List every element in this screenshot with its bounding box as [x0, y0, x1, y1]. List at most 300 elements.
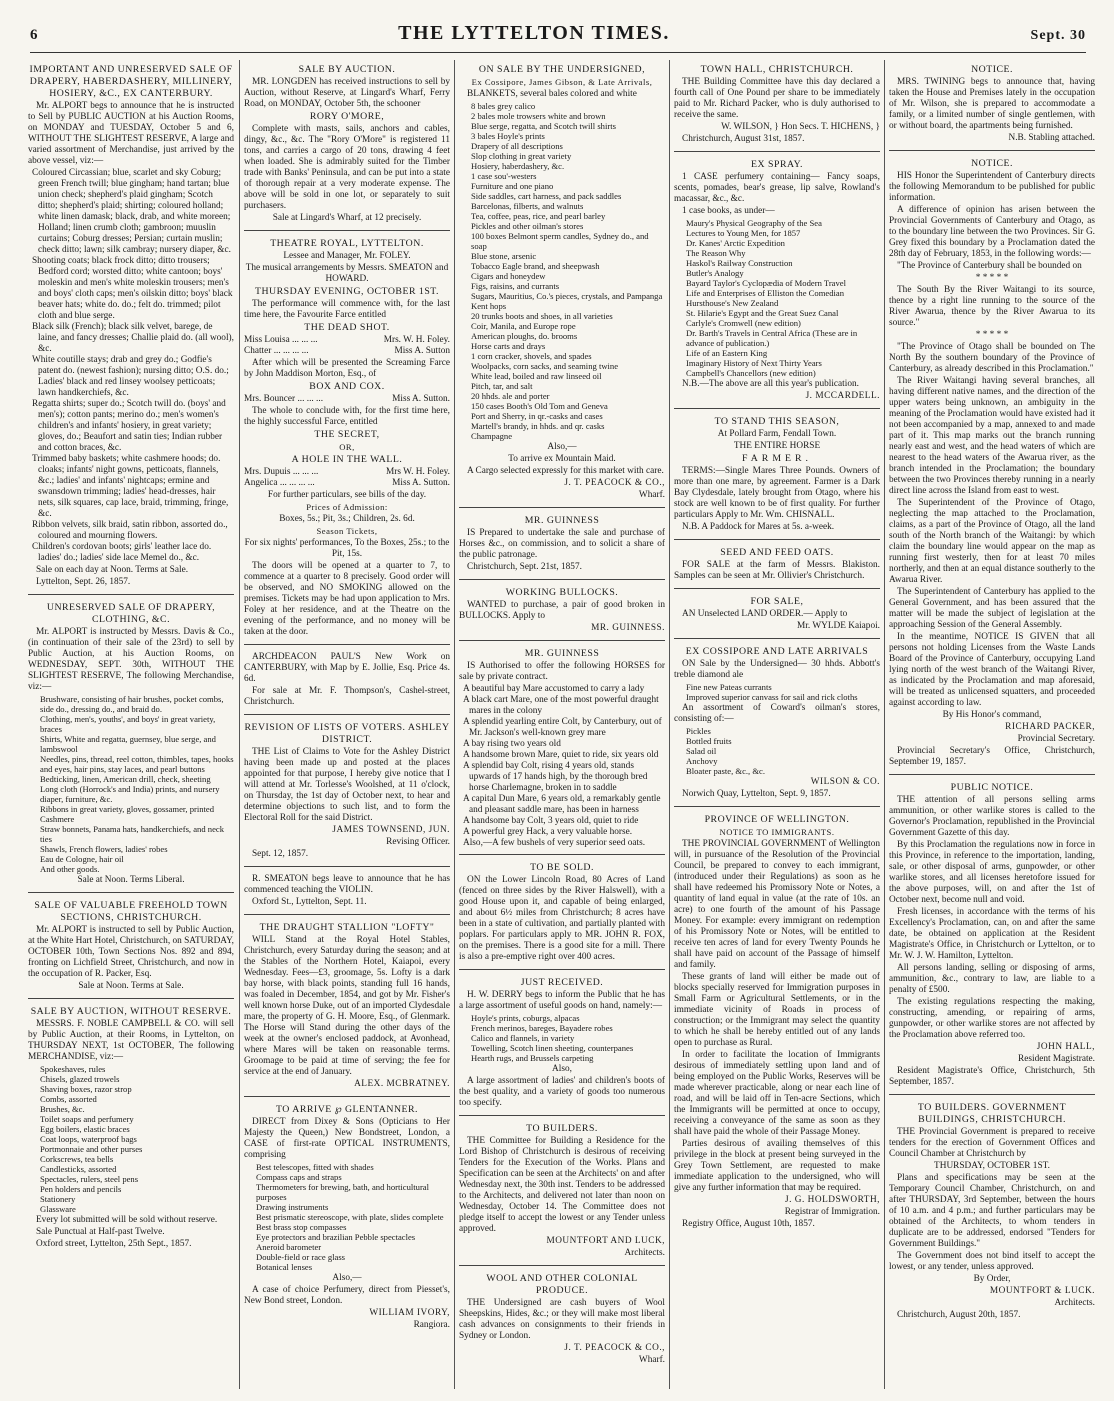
advert-body: Mr. ALPORT begs to announce that he is instructed to Sell by PUBLIC AUCTION at his Auction Rooms, on MONDAY and TUESDAY, October 5 and 6, WITHOUT THE SLIGHTEST RESERVE, A large and varied assortment of Merchandise, just arrived by the above vessel, viz:—: [28, 101, 234, 166]
page-number: 6: [30, 27, 38, 43]
advert-heading: SEED AND FEED OATS.: [720, 547, 834, 558]
advert-body: By this Proclamation the regulations now in force in this Province, in reference to the importation, landing, sale, or other disposal of arms, gunpowder, or other warlike stores, and all licenses heretofore issued for the above purposes, will, on and after the 1st of October next, become null and void.: [889, 840, 1095, 905]
list-item: Ribbon velvets, silk braid, satin ribbon, assorted do., coloured and mourning flowers.: [32, 520, 228, 541]
advert-body: H. W. DERRY begs to inform the Public that he has a large assortment of useful goods on hand, namely:—: [459, 990, 665, 1011]
advert-heading: MR. GUINNESS: [524, 515, 600, 526]
goods-list: [674, 726, 880, 776]
list-item: Pickles and other oilman's stores: [471, 221, 584, 231]
list-item: Drapery of all descriptions: [471, 141, 563, 151]
list-item: Spokeshaves, rules: [40, 1064, 106, 1074]
advert-body: FOR SALE at the farm of Messrs. Blakiston. Samples can be seen at Mr. Ollivier's Christchurch.: [674, 560, 880, 581]
advert-glentanner: [244, 1100, 450, 1337]
list-item: Children's cordovan boots; girls' leather lace do. ladies' do.; ladies' side lace Memel do., &c.: [32, 542, 212, 563]
signature: WILSON & CO.: [810, 777, 880, 787]
advert-heading: TO BUILDERS. GOVERNMENT BUILDINGS, CHRISTCHURCH.: [917, 1102, 1067, 1125]
advert-body: N.B.—The above are all this year's publication.: [682, 379, 859, 389]
advert-heading: IMPORTANT AND UNRESERVED SALE OF DRAPERY, HABERDASHERY, MILLINERY, HOSIERY, &C., EX CANTERBURY.: [29, 64, 233, 99]
advert-body: Mr. ALPORT is instructed to sell by Public Auction, at the White Hart Hotel, Christchurch, on SATURDAY, OCTOBER 10th, Town Sections Nos. 892 and 894, fronting on Lichfield Street, Christchurch, and now in the occupation of R. Packer, Esq.: [28, 925, 234, 979]
list-item: A splendid yearling entire Colt, by Canterbury, out of Mr. Jackson's well-known grey mare: [463, 717, 662, 738]
list-item: Brushes, &c.: [40, 1104, 85, 1114]
list-item: Bedticking, linen, American drill, check, sheeting: [40, 774, 211, 784]
signature-place: Rangiora.: [413, 1320, 450, 1330]
advert-body: The performance will commence with, for the last time here, the Favourite Farce entitled: [244, 299, 450, 320]
advert-heading: SALE OF VALUABLE FREEHOLD TOWN SECTIONS, CHRISTCHURCH.: [34, 900, 228, 923]
list-item: Best prismatic stereoscope, with plate, slides complete: [256, 1212, 444, 1222]
performance-date: THURSDAY EVENING, OCTOBER 1ST.: [254, 286, 439, 297]
list-item: Fine new Pateas currants: [686, 682, 772, 692]
list-item: Needles, pins, thread, reel cotton, thimbles, tapes, hooks and eyes, hair pins, stay laces, and pearl buttons: [40, 754, 234, 774]
list-item: Shaving boxes, razor strop: [40, 1084, 132, 1094]
advert-heading: SALE BY AUCTION, WITHOUT RESERVE.: [30, 1006, 232, 1017]
also-label: Also,: [552, 1064, 572, 1074]
list-item: Towelling, Scotch linen sheeting, counterpanes: [471, 1043, 634, 1053]
advert-body: THE Committee for Building a Residence for the Lord Bishop of Christchurch is desirous of receiving Tenders for the Execution of the Works. Plans and Specification can be seen at the Architects' on and after Wednesday next, the 30th inst. Tenders to be addressed to the Architects, and delivered not later than noon on Wednesday, October 14. The Committee does not pledge itself to accept the lowest or any Tender unless approved.: [459, 1136, 665, 1234]
ship-name: RORY O'MORE,: [309, 111, 385, 122]
list-item: Bayard Taylor's Cyclopædia of Modern Travel: [686, 278, 846, 288]
list-item: Coir, Manila, and Europe rope: [471, 321, 576, 331]
column-3: [459, 60, 665, 1389]
list-item: Port and Sherry, in qr.-casks and cases: [471, 411, 603, 421]
cast-role: Angelica ... ... ... ...: [244, 478, 315, 488]
season-heading: Season Tickets,: [316, 526, 378, 536]
signature-place: Wharf.: [638, 1355, 665, 1365]
signature: JOHN HALL,: [1036, 1042, 1095, 1052]
advert-heading: TO ARRIVE ℘ GLENTANNER.: [276, 1104, 418, 1115]
advert-body: For further particulars, see bills of the day.: [267, 490, 427, 500]
list-item: Coat loops, waterproof bags: [40, 1134, 137, 1144]
advert-voters: [244, 718, 450, 867]
list-item: Corkscrews, tea bells: [40, 1154, 114, 1164]
advert-body: All persons landing, selling or disposing of arms, ammunition, &c., contrary to law, are liable to a penalty of £500.: [889, 963, 1095, 995]
advert-heading: WOOL AND OTHER COLONIAL PRODUCE.: [486, 1273, 638, 1296]
list-item: Trimmed baby baskets; white cashmere hoods; do. cloaks; infants' night gowns, petticoats, flannels, &c.; ladies' and infants' nightcaps; ermine and swansdown trimming; ladies' head-dresses, hair nets, silk squares, cap lace, braid, trimming, fringe, &c.: [32, 454, 229, 519]
signature: WILLIAM IVORY,: [369, 1308, 450, 1318]
signature: MOUNTFORT AND LUCK,: [546, 1236, 665, 1246]
list-item: Chisels, glazed trowels: [40, 1074, 120, 1084]
list-item: Double-field or race glass: [256, 1252, 346, 1262]
advert-body: MR. LONGDEN has received instructions to sell by Auction, without Reserve, at Lingard's Wharf, Ferry Road, on MONDAY, October 5th, the schooner: [244, 77, 450, 109]
advert-dateline: Christchurch, August 31st, 1857.: [682, 134, 805, 144]
advert-body: THE attention of all persons selling arms ammunition, or other warlike stores is called to the Governor's Proclamation, republished in the Provincial Government Gazette of this day.: [889, 795, 1095, 838]
play-title: BOX AND COX.: [309, 381, 385, 392]
advert-body: The Superintendent of Canterbury has applied to the General Government, and has been assured that the matter will be made the subject of legislation at the approaching Session of the General Assembly.: [889, 587, 1095, 630]
advert-body: AN Unselected LAND ORDER.— Apply to: [682, 609, 848, 619]
list-item: Side saddles, cart harness, and pack saddles: [471, 191, 622, 201]
advert-dateline: Resident Magistrate's Office, Christchurch, 5th September, 1857.: [889, 1066, 1095, 1087]
advert-body: 1 case books, as under—: [682, 206, 775, 216]
cast-row: [244, 467, 450, 478]
advert-note: N.B. Stabling attached.: [1008, 133, 1095, 143]
advert-wool: [459, 1269, 665, 1372]
list-item: 100 boxes Belmont sperm candles, Sydney do., and soap: [471, 231, 649, 251]
list-item: Maury's Physical Geography of the Sea: [686, 218, 822, 228]
list-item: Tobacco Eagle brand, and sheepwash: [471, 261, 600, 271]
signature: ALEX. MCBRATNEY.: [354, 1079, 450, 1089]
proclamation-quote: "The Province of Otago shall be bounded on The North By the southern boundary of the Province of Canterbury, as already described in this Proclamation.": [889, 342, 1095, 374]
advert-dateline: Lyttelton, Sept. 26, 1857.: [36, 577, 131, 587]
list-item: Thermometers for brewing, bath, and horticultural purposes: [256, 1182, 430, 1202]
list-item: Hosiery, haberdashery, &c.: [471, 161, 565, 171]
advert-dateline: Oxford street, Lyttelton, 25th Sept., 1857.: [36, 1239, 192, 1249]
proclamation-quote: "The Province of Canterbury shall be bounded on: [897, 261, 1082, 271]
advert-footer: Every lot submitted will be sold without reserve.: [36, 1215, 218, 1225]
advert-dateline: Registry Office, August 10th, 1857.: [682, 1219, 815, 1229]
list-item: White lead, boiled and raw linseed oil: [471, 371, 602, 381]
list-item: Combs, assorted: [40, 1094, 97, 1104]
list-item: Carlyle's Cromwell (new edition): [686, 318, 801, 328]
advert-boundary-notice: [889, 154, 1095, 775]
advert-subheading: THE ENTIRE HORSE: [733, 441, 821, 451]
advert-oats: [674, 543, 880, 589]
advert-body: WANTED to purchase, a pair of good broken in BULLOCKS. Apply to: [459, 600, 665, 621]
advert-wellington: [674, 810, 880, 1236]
advert-body: A large assortment of ladies' and children's boots of the best quality, and a variety of goods too numerous too specify.: [459, 1076, 665, 1108]
list-item: Improved superior canvass for sail and rick cloths: [686, 692, 858, 702]
signature: J. MCCARDELL.: [805, 391, 880, 401]
list-item: Shirts, White and regatta, guernsey, blue serge, and lambswool: [40, 734, 216, 754]
advert-dateline: Christchurch, August 20th, 1857.: [897, 1310, 1021, 1320]
advert-body: Mr. ALPORT is instructed by Messrs. Davis & Co., (in continuation of their sale of the 23rd) to sell by Public Auction, at his Auction Rooms, on WEDNESDAY, SEPT. 30th, WITHOUT THE SLIGHTEST RESERVE, The following Merchandise, viz:—: [28, 627, 234, 692]
list-item: Aneroid barometer: [256, 1242, 322, 1252]
advert-heading: PROVINCE OF WELLINGTON.: [704, 814, 850, 825]
advert-subheading: Ex Cossipore, James Gibson, & Late Arrivals,: [471, 77, 653, 87]
advert-footer: Sale on each day at Noon. Terms at Sale.: [36, 565, 189, 575]
list-item: Also,—A few bushels of very superior seed oats.: [463, 838, 646, 848]
goods-list: [244, 1162, 450, 1272]
advert-heading: REVISION OF LISTS OF VOTERS. ASHLEY DISTRICT.: [244, 722, 450, 745]
cast-actor: Mrs W. H. Foley.: [386, 467, 450, 477]
signature: RICHARD PACKER,: [1005, 722, 1095, 732]
advert-peacock: [459, 60, 665, 508]
advert-body: In order to facilitate the location of Immigrants desirous of immediately settling upon land and of being employed on the Public Works, Reserves will be made wherever practicable, along or near each line of road, and will be laid off in Ten-acre Sections, which the Immigrants will be permitted at once to occupy, receiving a conveyance of the same as soon as they shall have paid the whole of their Passage Money.: [674, 1050, 880, 1137]
advert-heading: MR. GUINNESS: [524, 648, 600, 659]
list-item: Imaginary History of Next Thirty Years: [686, 358, 822, 368]
masthead: [30, 22, 1086, 53]
column-rule: [669, 60, 670, 1389]
advert-body: A Cargo selected expressly for this market with care.: [467, 466, 664, 476]
advert-body: BLANKETS, several bales colored and white: [467, 89, 637, 99]
cast-role: Mrs. Bouncer ... ... ...: [244, 394, 324, 404]
column-1: [28, 60, 234, 1389]
advert-dateline: Sept. 12, 1857.: [252, 849, 309, 859]
advert-footer: Sale at Lingard's Wharf, at 12 precisely.: [272, 213, 422, 223]
list-item: American ploughs, do. brooms: [471, 331, 578, 341]
list-item: Stationery: [40, 1194, 76, 1204]
advert-body: The Government does not bind itself to accept the lowest, or any tender, unless approved.: [889, 1251, 1095, 1272]
advert-body: N.B. A Paddock for Mares at 5s. a-week.: [682, 522, 835, 532]
proclamation-quote: The South By the River Waitangi to its source, thence by a right line running to the source of the River Awarua, thence by the River Awarua to its source.": [889, 285, 1095, 328]
goods-list: [459, 1013, 665, 1063]
advert-public-notice: [889, 778, 1095, 1095]
list-item: Barcelonas, filberts, and walnuts: [471, 201, 584, 211]
cast-role: Chatter ... ... ... ...: [244, 346, 309, 356]
advert-body: TERMS:—Single Mares Three Pounds. Owners of more than one mare, by agreement. Farmer is a Dark Bay Clydesdale, lately brought from Otago, where his stock are well known to be of first quality. For further particulars Apply to Mr. Wm. CHISNALL.: [674, 466, 880, 520]
list-item: Bloater paste, &c., &c.: [686, 766, 765, 776]
signature-role: Revising Officer.: [386, 837, 450, 847]
list-item: Brushware, consisting of hair brushes, pocket combs, side do., dressing do., and braid do.: [40, 694, 224, 714]
list-item: Hearth rugs, and Brussels carpeting: [471, 1053, 594, 1063]
advert-body: THE PROVINCIAL GOVERNMENT of Wellington will, in pursuance of the Resolution of the Provincial Council, be prepared to convey to each immigrant, (introduced under their Regulations) as soon as he shall have redeemed his Promissory Note or Notes, a quantity of land equal in value (at the rate of 10s. an acre) to one fourth of the amount of his Passage Money. For example: every immigrant on redemption of his Promissory Note or Notes, will be entitled to receive ten acres of land for every Twenty Pounds he shall have paid on account of the Passage of himself and family.: [674, 839, 880, 970]
advert-body: A difference of opinion has arisen between the Provincial Governments of Canterbury and Otago, as to the boundary line between the two Provinces. Sir G. Grey fixed this boundary by a Proclamation dated the 28th day of February, 1853, in the following words:—: [889, 205, 1095, 259]
advert-body: WILL Stand at the Royal Hotel Stables, Christchurch, every Saturday during the season; and at the Stables of the Northern Hotel, Kaiapoi, every Wednesday. Fees—£3, groomage, 5s. Lofty is a dark bay horse, with black points, standing full 16 hands, was foaled in December, 1854, and got by Mr. Fisher's well known horse Duke, out of an imported Clydesdale mare, the property of G. H. Moore, Esq., of Glenmark. The Horse will Stand during the other days of the week at the owner's enclosed paddock, at Avonhead, where Mares will be taken on reasonable terms. Groomage to be paid at time of serving; the fee for service at the end of January.: [244, 935, 450, 1077]
advert-twining: [889, 60, 1095, 151]
signature-place: Wharf.: [638, 490, 665, 500]
theatre-lessee: Lessee and Manager, Mr. FOLEY.: [283, 251, 411, 261]
list-item: Woolpacks, corn sacks, and seaming twine: [471, 361, 619, 371]
advert-lofty: [244, 918, 450, 1097]
advert-dateline: Christchurch, Sept. 21st, 1857.: [467, 562, 582, 572]
also-label: Also,—: [332, 1273, 362, 1283]
advert-bullocks: [459, 583, 665, 641]
advert-body: ON Sale by the Undersigned— 30 hhds. Abbott's treble diamond ale: [674, 659, 880, 680]
list-item: Dr. Barth's Travels in Central Africa (These are in advance of publication.): [686, 328, 858, 348]
list-item: Salad oil: [686, 746, 717, 756]
advert-heading: JUST RECEIVED.: [520, 977, 604, 988]
advert-subheading: NOTICE TO IMMIGRANTS.: [719, 827, 835, 837]
advert-heading: EX SPRAY.: [751, 159, 803, 170]
advert-body: The existing regulations respecting the making, constructing, amending, or repairing of arms, gunpowder, or other warlike stores are not affected by the Proclamation above referred too.: [889, 997, 1095, 1040]
column-rule: [454, 60, 455, 1389]
cast-actor: Miss A. Sutton.: [392, 394, 450, 404]
also-label: Also,—: [547, 442, 577, 452]
advert-body: The whole to conclude with, for the first time here, the highly successful Farce, entitled: [244, 406, 450, 427]
list-item: Best telescopes, fitted with shades: [256, 1162, 374, 1172]
cast-row: [244, 346, 450, 357]
list-item: Long cloth (Horrock's and India) prints, and nursery diaper, furniture, &c.: [40, 784, 220, 804]
command-line: By His Honor's command,: [942, 710, 1042, 720]
advert-heading: TO BUILDERS.: [526, 1123, 598, 1134]
list-item: French merinos, bareges, Bayadere robes: [471, 1023, 613, 1033]
advert-body: An assortment of Coward's oilman's stores, consisting of:—: [674, 703, 880, 724]
cast-actor: Mrs. W. H. Foley.: [383, 335, 450, 345]
list-item: 150 cases Booth's Old Tom and Geneva: [471, 401, 608, 411]
list-item: Clothing, men's, youths', and boys' in great variety, braces: [40, 714, 216, 734]
ellipsis-stars: * * * * *: [975, 273, 1009, 283]
list-item: 2 bales mole trowsers white and brown: [471, 111, 606, 121]
prices-heading: Prices of Admission:: [306, 502, 388, 512]
by-order: By Order,: [973, 1274, 1011, 1284]
advert-smeaton: [244, 870, 450, 915]
advert-body: MESSRS. F. NOBLE CAMPBELL & CO. will sell by Public Auction, at their Rooms, in Lyttelton, on THURSDAY NEXT, 1st OCTOBER, The following MERCHANDISE, viz:—: [28, 1019, 234, 1062]
signature: MOUNTFORT & LUCK.: [989, 1286, 1095, 1296]
signature-role: Registrar of Immigration.: [784, 1207, 880, 1217]
advert-body: For sale at Mr. F. Thompson's, Cashel-street, Christchurch.: [244, 686, 450, 707]
list-item: Spectacles, rulers, steel pens: [40, 1174, 139, 1184]
advert-bishop-residence: [459, 1119, 665, 1266]
advert-body: After which will be presented the Screaming Farce by John Maddison Morton, Esq., of: [244, 358, 450, 379]
advert-heading: FOR SALE,: [750, 596, 804, 607]
advert-body: HIS Honor the Superintendent of Canterbury directs the following Memorandum to be published for public information.: [889, 171, 1095, 203]
book-list: [674, 218, 880, 378]
advert-body: The Superintendent of the Province of Otago, neglecting the map attached to the Proclamation, claims, as a part of the Province of Otago, all the land south of the North branch of the Waitangi: by which claim the boundary line would appear on the map as running first westerly, then for at least 70 miles northerly, and then at an equal distance southerly to the Awarua River.: [889, 498, 1095, 585]
advert-body: THE Provincial Government is prepared to receive tenders for the erection of Government Offices and Council Chamber at Christchurch by: [889, 1127, 1095, 1159]
advert-body: Parties desirous of availing themselves of this privilege in the block at present being surveyed in the Grey Town Settlement, are requested to make immediate application to the undersigned, who will give any further information that may be required.: [674, 1139, 880, 1193]
list-item: Best brass stop compasses: [256, 1222, 347, 1232]
advert-body: DIRECT from Dixey & Sons (Opticians to Her Majesty the Queen,) New Bondstreet, London, a CASE of first-rate OPTICAL INSTRUMENTS, comprising: [244, 1117, 450, 1160]
advert-heading: TO BE SOLD.: [530, 862, 594, 873]
list-item: Coloured Circassian; blue, scarlet and sky Coburg; green French twill; blue gingham; hand tartan; blue union check; shepherd's plaid gingham; Scotch ditto; shepherd's plaid; shirting; coloured holland; white linen damask; black, drab, and white moreen; Holland; linen crumb cloth; gambroon; muuslin curtains; Coburg dresses; Persian; curtain muslin; check ditto; lawn; silk cambray; nursery diaper, &c.: [32, 168, 231, 255]
list-item: Life of an Eastern King: [686, 348, 768, 358]
column-rule: [884, 60, 885, 1389]
advert-body: R. SMEATON begs leave to announce that he has commenced teaching the VIOLIN.: [244, 874, 450, 895]
advert-body: These grants of land will either be made out of blocks specially reserved for Immigration purposes in Small Farm or Agricultural Settlements, or in the immediate vicinity of Roads in process of construction; or the Immigrant may select the quantity to which he shall be hereby entitled out of any lands open to purchase as Rural.: [674, 972, 880, 1048]
advert-town-hall: [674, 60, 880, 152]
list-item: Shooting coats; black frock ditto; ditto trousers; Bedford cord; worsted ditto; white cantoon; boys' moleskin and men's white moleskin trousers; men's and boys' cloth caps; men's oilskin ditto; boys' black beaver hats; white do. do.; felt do. trimmed; pilot cloth and blue serge.: [32, 256, 233, 321]
advert-body: THE Building Committee have this day declared a fourth call of One Pound per share to be immediately paid to Mr. Richard Packer, who is duly authorised to receive the same.: [674, 77, 880, 120]
list-item: Toilet soaps and perfumery: [40, 1114, 134, 1124]
column-2: [244, 60, 450, 1389]
advert-dateline: Norwich Quay, Lyttelton, Sept. 9, 1857.: [682, 789, 831, 799]
list-item: Lectures to Young Men, for 1857: [686, 228, 801, 238]
list-item: Eau de Cologne, hair oil: [40, 854, 124, 864]
list-item: Ribbons in great variety, gloves, gossamer, printed Cashmere: [40, 804, 215, 824]
cast-actor: Miss A. Sutton.: [392, 478, 450, 488]
advert-body: A case of choice Perfumery, direct from Piesset's, New Bond street, London.: [244, 1285, 450, 1306]
signature: JAMES TOWNSEND, JUN.: [332, 825, 450, 835]
list-item: Dr. Kanes' Arctic Expedition: [686, 238, 785, 248]
theatre-music: The musical arrangements by Messrs. SMEATON and HOWARD.: [245, 263, 449, 284]
advert-heading: THEATRE ROYAL, LYTTELTON.: [270, 238, 424, 249]
advert-alport-sections: [28, 896, 234, 999]
play-title: THE SECRET,: [314, 429, 380, 440]
list-item: Eye protectors and brazilian Pebble spectacles: [256, 1232, 416, 1242]
list-item: 20 trunks boots and shoes, in all varieties: [471, 311, 613, 321]
season-text: For six nights' performances, To the Boxes, 25s.; to the Pit, 15s.: [244, 538, 450, 559]
list-item: Martell's brandy, in hhds. and qr. casks: [471, 421, 605, 431]
list-item: Life and Enterprises of Elliston the Comedian: [686, 288, 844, 298]
signature: J. G. HOLDSWORTH,: [785, 1195, 880, 1205]
list-item: Kent hops: [471, 301, 507, 311]
list-item: Champagne: [471, 431, 513, 441]
advert-body: THE Undersigned are cash buyers of Wool Sheepskins, Hides, &c.; or they will make most liberal cash advances on consignments to their friends in Sydney or London.: [459, 1298, 665, 1341]
list-item: Portmonnaie and other purses: [40, 1144, 143, 1154]
list-item: Campbell's Chancellors (new edition): [686, 368, 816, 378]
advert-heading: THE DRAUGHT STALLION "LOFTY": [259, 922, 435, 933]
list-item: Shawls, French flowers, ladies' robes: [40, 844, 168, 854]
advert-theatre: [244, 234, 450, 645]
advert-body: MRS. TWINING begs to announce that, having taken the House and Premises lately in the occupation of Mr. Wilson, she is prepared to accommodate a family, or a limited number of single gentlemen, with or without board, the apartments being furnished.: [889, 77, 1095, 131]
advert-ex-spray: [674, 155, 880, 409]
list-item: Calico and flannels, in variety: [471, 1033, 575, 1043]
advert-alport-clothing: [28, 598, 234, 893]
advert-heading: PUBLIC NOTICE.: [950, 782, 1034, 793]
advert-archdeacon-paul: [244, 648, 450, 715]
list-item: Tea, coffee, peas, rice, and pearl barley: [471, 211, 606, 221]
list-item: Drawing instruments: [256, 1202, 329, 1212]
list-item: Botanical lenses: [256, 1262, 313, 1272]
cast-role: Mrs. Dupuis ... ... ...: [244, 467, 319, 477]
advert-subheading: At Pollard Farm, Fendall Town.: [717, 429, 837, 439]
advert-heading: EX COSSIPORE AND LATE ARRIVALS: [685, 646, 869, 657]
list-item: Anchovy: [686, 756, 718, 766]
list-item: Egg boilers, elastic braces: [40, 1124, 130, 1134]
tender-date: THURSDAY, OCTOBER 1ST.: [934, 1161, 1050, 1171]
advert-guinness-horses: [459, 644, 665, 855]
list-item: Cigars and honeydew: [471, 271, 546, 281]
list-item: Blue serge, regatta, and Scotch twill shirts: [471, 121, 616, 131]
advert-land-order: [674, 592, 880, 639]
signature-role: Provincial Secretary.: [1017, 734, 1095, 744]
list-item: Haskol's Railway Construction: [686, 258, 793, 268]
list-item: A handsome brown Mare, quiet to ride, six years old: [463, 750, 659, 760]
play-title: A HOLE IN THE WALL.: [291, 454, 403, 465]
advert-body: In the meantime, NOTICE IS GIVEN that all persons not holding Licenses from the Waste Lands Board of the Province of Canterbury, occupying Land lying north of the west branch of the Waitangi River, as indicated by the Proclamation and map aforesaid, will be treated as unlicensed squatters, and proceeded against according to law.: [889, 632, 1095, 708]
column-rule: [239, 60, 240, 1389]
list-item: Butler's Analogy: [686, 268, 744, 278]
play-title-or: OR,: [339, 442, 355, 452]
cast-row: [244, 394, 450, 405]
list-item: Furniture and one piano: [471, 181, 554, 191]
issue-date: Sept. 30: [1030, 28, 1086, 43]
cast-actor: Miss A. Sutton: [394, 346, 450, 356]
advert-body: 1 CASE perfumery containing— Fancy soaps, scents, pomades, bear's grease, lip salve, Rowland's macassar, &c., &c.: [674, 172, 880, 204]
list-item: 8 bales grey calico: [471, 101, 536, 111]
list-item: Hursthouse's New Zealand: [686, 298, 779, 308]
signature-role: Resident Magistrate.: [1018, 1054, 1095, 1064]
advert-alport-drapery: [28, 60, 234, 595]
horse-name: FARMER.: [741, 453, 812, 464]
signature: W. WILSON, } Hon Secs. T. HICHENS, }: [721, 122, 880, 132]
list-item: A bay rising two years old: [463, 739, 561, 749]
list-item: St. Hilarie's Egypt and the Great Suez Canal: [686, 308, 839, 318]
signature: J. T. PEACOCK & CO.,: [564, 1343, 665, 1353]
advert-heading: WORKING BULLOCKS.: [505, 587, 619, 598]
advert-footer: Sale at Noon. Terms Liberal.: [77, 875, 185, 885]
column-4: [674, 60, 880, 1389]
list-item: Sugars, Mauritius, Co.'s pieces, crystals, and Pampanga: [471, 291, 663, 301]
list-item: 3 bales Hoyle's prints: [471, 131, 545, 141]
signature: J. T. PEACOCK & CO.,: [564, 478, 665, 488]
list-item: Compass caps and straps: [256, 1172, 342, 1182]
list-item: And other goods.: [40, 864, 100, 874]
advert-heading: SALE BY AUCTION.: [298, 64, 396, 75]
cast-row: [244, 478, 450, 489]
goods-list: [28, 694, 234, 874]
advert-derry: [459, 973, 665, 1116]
list-item: 20 hhds. ale and porter: [471, 391, 550, 401]
advert-dateline: Oxford St., Lyttelton, Sept. 11.: [252, 897, 367, 907]
list-item: A handsome bay Colt, 3 years old, quiet to ride: [463, 816, 639, 826]
arrival-note: To arrive ex Mountain Maid.: [508, 454, 616, 464]
ellipsis-stars: * * * * *: [975, 330, 1009, 340]
list-item: Slop clothing in great variety: [471, 151, 572, 161]
advert-body: Complete with masts, sails, anchors and cables, dingy, &c., &c. The "Rory O'More" is registered 11 tons, and carries a cargo of 20 tons, drawing 4 feet when loaded. She is admirably suited for the Timber trade with Banks' Peninsula, and can be put into a state of thorough repair at a very moderate expense. The above will be sold in one lot, or separately to suit purchasers.: [244, 124, 450, 211]
advert-land-sale: [459, 858, 665, 970]
advert-longden: [244, 60, 450, 231]
goods-list: [459, 101, 665, 441]
list-item: Bottled fruits: [686, 736, 732, 746]
advert-body: IS Authorised to offer the following HORSES for sale by private contract.: [459, 661, 665, 682]
advert-heading: NOTICE.: [971, 158, 1013, 169]
list-item: Blue stone, arsenic: [471, 251, 537, 261]
advert-body: The River Waitangi having several branches, all having different native names, and the direction of the upper waters being unknown, an ambiguity in the meaning of the Proclamation would have existed had it not been accompanied by a map, annexed to and made part of it. This map marks out the branch running nearly east and west, and the head waters of which are nearest to the head waters of the Awarua river, as the branch intended in the Proclamation; the boundary between the two Provinces thereby running in a nearly direct line across the Island from east to west.: [889, 376, 1095, 496]
list-item: A capital Dun Mare, 6 years old, a remarkably gentle and pleasant saddle mare, has been in harness: [463, 794, 661, 815]
list-item: Pickles: [686, 726, 711, 736]
play-title: THE DEAD SHOT.: [304, 322, 390, 333]
prices-text: Boxes, 5s.; Pit, 3s.; Children, 2s. 6d.: [279, 514, 415, 524]
advert-guinness-commission: [459, 511, 665, 580]
list-item: Hoyle's prints, coburgs, alpacas: [471, 1013, 580, 1023]
advert-heading: TOWN HALL, CHRISTCHURCH.: [700, 64, 854, 75]
list-item: A splendid bay Colt, rising 4 years old, stands upwards of 17 hands high, by the thorough bred horse Charlemagne, broken in to saddle: [463, 761, 648, 793]
advert-campbell: [28, 1002, 234, 1256]
signature-role: Architects.: [1054, 1298, 1095, 1308]
list-item: Glassware: [40, 1204, 76, 1214]
advert-body: THE List of Claims to Vote for the Ashley District having been made up and posted at the places appointed for that purpose, I hereby give notice that I will attend at Mr. Torlesse's Woolshed, at 11 o'clock, on Thursday, the 1st day of October next, to hear and determine objections to such list, and to form the Electoral Roll for the said District.: [244, 747, 450, 823]
advert-cossipore: [674, 642, 880, 807]
cast-row: [244, 335, 450, 346]
advert-dateline: Provincial Secretary's Office, Christchurch, September 19, 1857.: [889, 746, 1095, 767]
